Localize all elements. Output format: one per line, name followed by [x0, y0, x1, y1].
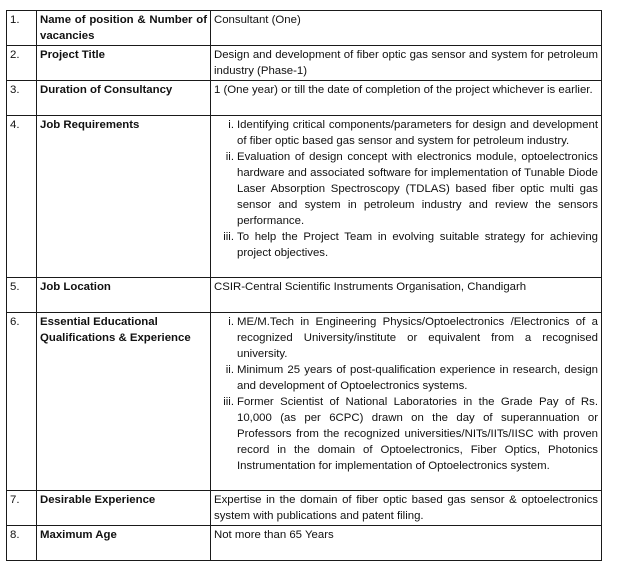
row-value-duration: 1 (One year) or till the date of completion of the project whichever is earlier. [211, 81, 602, 116]
row-value-maximum-age: Not more than 65 Years [211, 526, 602, 561]
row-number: 2. [7, 46, 37, 81]
row-number: 5. [7, 278, 37, 313]
row-value-qualifications [211, 313, 602, 491]
row-label-line-2: Qualifications & Experience [40, 332, 191, 344]
list-marker: iii. [223, 396, 234, 408]
row-number: 7. [7, 491, 37, 526]
table-row-maximum-age [7, 526, 602, 561]
list-item-text: Former Scientist of National Laboratories in the Grade Pay of Rs. 10,000 (as per 6CPC) drawn on the day of superannuation or Professors from the recognized universities/NITs/IITs/IISC with proven record in the domain of Optoelectronics, Fiber Optics, Photonics Instrumentation for implementation of Optoelectronics system. [237, 396, 598, 472]
row-label-duration: Duration of Consultancy [37, 81, 211, 116]
list-marker: ii. [225, 364, 234, 376]
row-label-position: Name of position & Number of vacancies [37, 11, 211, 46]
row-number: 3. [7, 81, 37, 116]
table-row-qualifications [7, 313, 602, 491]
row-value-job-location: CSIR-Central Scientific Instruments Organisation, Chandigarh [211, 278, 602, 313]
list-marker: i. [228, 316, 234, 328]
table-row-project-title [7, 46, 602, 81]
list-item [214, 149, 598, 229]
list-item [214, 394, 598, 474]
qualifications-list [214, 314, 598, 474]
row-label-job-requirements: Job Requirements [37, 116, 211, 278]
list-item [214, 117, 598, 149]
row-value-desirable-experience: Expertise in the domain of fiber optic based gas sensor & optoelectronics system with publications and patent filing. [211, 491, 602, 526]
list-item [214, 362, 598, 394]
list-marker: i. [228, 119, 234, 131]
row-value-project-title: Design and development of fiber optic gas sensor and system for petroleum industry (Phase-1) [211, 46, 602, 81]
list-item-text: Evaluation of design concept with electronics module, optoelectronics hardware and associated software for implementation of Tunable Diode Laser Absorption Spectroscopy (TDLAS) based fiber optic multi gas sensor and system in petroleum industry and review the sensors performance. [237, 151, 598, 227]
row-value-job-requirements [211, 116, 602, 278]
list-item-text: Minimum 25 years of post-qualification experience in research, design and development of Optoelectronics systems. [237, 364, 598, 392]
table-row-job-requirements [7, 116, 602, 278]
row-label-line-1: Essential Educational [40, 316, 158, 328]
job-requirements-list [214, 117, 598, 261]
row-label-qualifications [37, 313, 211, 491]
table-row-position [7, 11, 602, 46]
row-number: 1. [7, 11, 37, 46]
list-item-text: ME/M.Tech in Engineering Physics/Optoelectronics /Electronics of a recognized University/institute or equivalent from a recognised university. [237, 316, 598, 360]
row-label-desirable-experience: Desirable Experience [37, 491, 211, 526]
list-marker: ii. [225, 151, 234, 163]
list-item-text: To help the Project Team in evolving suitable strategy for achieving project objectives. [237, 231, 598, 259]
row-number: 6. [7, 313, 37, 491]
table-row-desirable-experience [7, 491, 602, 526]
row-number: 4. [7, 116, 37, 278]
position-details-table [6, 10, 602, 561]
table-row-duration [7, 81, 602, 116]
list-item [214, 229, 598, 261]
table-row-job-location [7, 278, 602, 313]
row-number: 8. [7, 526, 37, 561]
list-marker: iii. [223, 231, 234, 243]
list-item-text: Identifying critical components/parameters for design and development of fiber optic based gas sensor and system for petroleum industry. [237, 119, 598, 147]
row-label-maximum-age: Maximum Age [37, 526, 211, 561]
row-value-position: Consultant (One) [211, 11, 602, 46]
row-label-job-location: Job Location [37, 278, 211, 313]
row-label-project-title: Project Title [37, 46, 211, 81]
list-item [214, 314, 598, 362]
